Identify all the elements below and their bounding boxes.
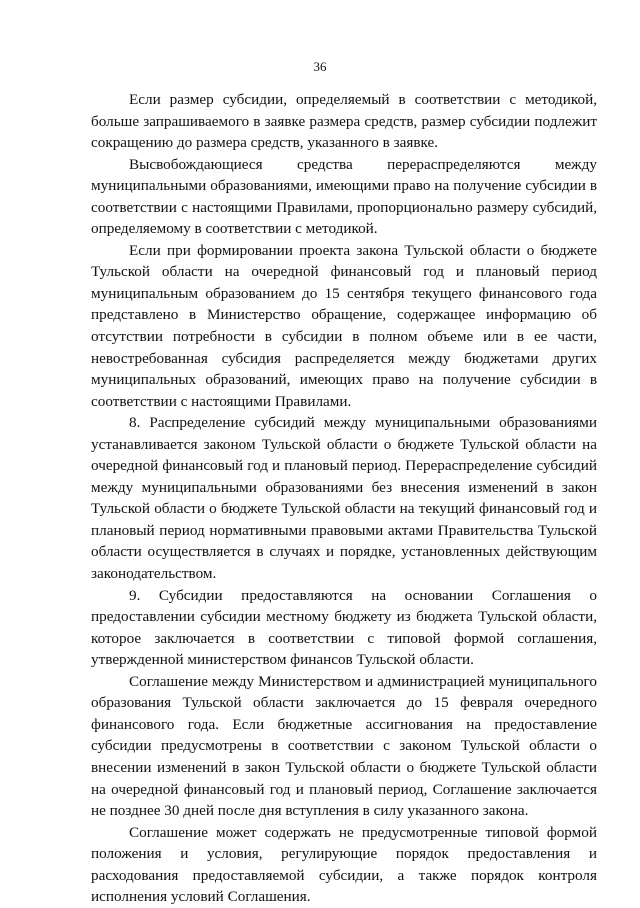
paragraph-agreement-conditions: Соглашение может содержать не предусмотренные типовой формой положения и условия, регулирующие порядок предоставления и расходования предоставляемой субсидии, а также порядок контроля исполнения условий Соглашения. [91, 823, 597, 906]
paragraph-released-funds: Высвобождающиеся средства перераспределяются между муниципальными образованиями, имеющими право на получение субсидии в соответствии с настоящими Правилами, пропорционально размеру субсидий, определяемому в соответствии с методикой. [91, 155, 597, 238]
paragraph-item-8: 8. Распределение субсидий между муниципальными образованиями устанавливается законом Тульской области о бюджете Тульской области на очередной финансовый год и плановый период. Перераспределение субсидий между муниципальными образованиями без внесения изменений в закон Тульской области о бюджете Тульской области на текущий финансовый год и плановый период нормативными правовыми актами Правительства Тульской области осуществляется в случаях и порядке, установленных действующим законодательством. [91, 414, 597, 583]
paragraph-subsidy-reduction: Если размер субсидии, определяемый в соответствии с методикой, больше запрашиваемого в заявке размера средств, размер субсидии подлежит сокращению до размера средств, указанного в заявке. [91, 91, 597, 152]
page-number: 36 [313, 59, 327, 74]
paragraph-unclaimed-subsidy: Если при формировании проекта закона Тульской области о бюджете Тульской области на очередной финансовый год и плановый период муниципальным образованием до 15 сентября текущего финансового года представлено в Министерство обращение, содержащее информацию об отсутствии потребности в субсидии в полном объеме или в ее части, невостребованная субсидия распределяется между бюджетами других муниципальных образований, имеющих право на получение субсидии в соответствии с настоящими Правилами. [91, 241, 597, 410]
paragraph-item-9: 9. Субсидии предоставляются на основании Соглашения о предоставлении субсидии местному бюджету из бюджета Тульской области, которое заключается в соответствии с типовой формой соглашения, утвержденной министерством финансов Тульской области. [91, 586, 597, 669]
paragraph-agreement-deadline: Соглашение между Министерством и администрацией муниципального образования Тульской области заключается до 15 февраля очередного финансового года. Если бюджетные ассигнования на предоставление субсидии предусмотрены в соответствии с законом Тульской области о внесении изменений в закон Тульской области о бюджете Тульской области на очередной финансовый год и плановый период, Соглашение заключается не позднее 30 дней после дня вступления в силу указанного закона. [91, 672, 597, 820]
document-body [91, 89, 597, 908]
